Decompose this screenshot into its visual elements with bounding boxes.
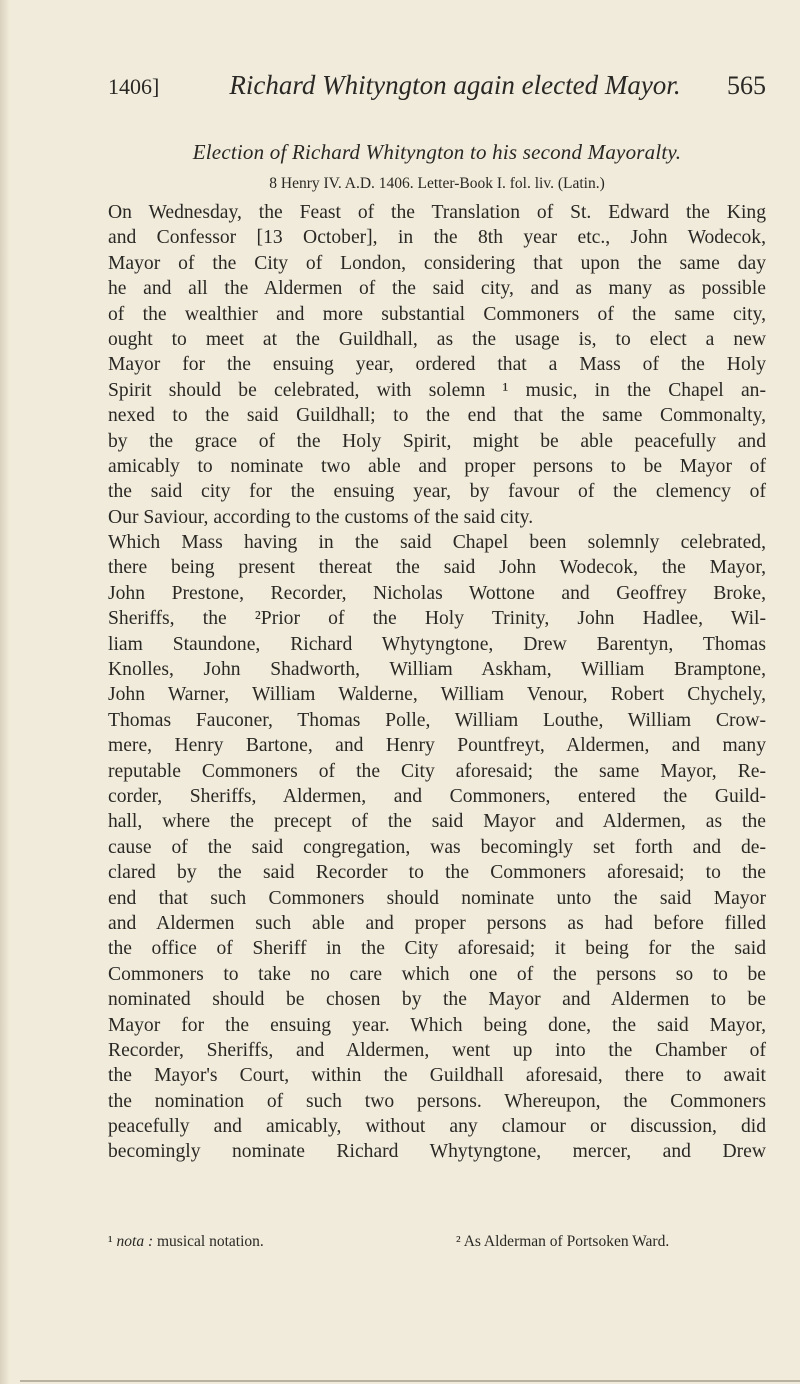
body-line: he and all the Aldermen of the said city, and as many as possible [108, 278, 766, 300]
body-line: On Wednesday, the Feast of the Translation of St. Edward the King [108, 202, 766, 223]
body-line: Recorder, Sheriffs, and Aldermen, went up into the Chamber of [108, 1039, 766, 1061]
footnote-2-text: As Alderman of Portsoken Ward. [463, 1233, 670, 1250]
body-line: the said city for the ensuing year, by favour of the clemency of [108, 481, 766, 503]
running-head-year: 1406] [108, 74, 160, 99]
footnote-1-term: nota : [116, 1233, 154, 1250]
gutter-shadow [0, 0, 10, 1384]
body-line: Sheriffs, the ²Prior of the Holy Trinity, John Hadlee, Wil- [108, 608, 766, 630]
body-line: the Mayor's Court, within the Guildhall aforesaid, there to await [108, 1065, 766, 1087]
body-line: ought to meet at the Guildhall, as the usage is, to elect a new [108, 328, 766, 350]
footnote-2-mark: ² [456, 1233, 461, 1250]
body-line: mere, Henry Bartone, and Henry Pountfreyt, Aldermen, and many [108, 735, 766, 757]
running-head-title: Richard Whityngton again elected Mayor. [229, 70, 681, 100]
body-line: cause of the said congregation, was becomingly set forth and de- [108, 836, 766, 858]
footnotes [108, 1233, 766, 1255]
body-line: Knolles, John Shadworth, William Askham, William Bramptone, [108, 659, 766, 681]
body-line: the office of Sheriff in the City aforesaid; it being for the said [108, 938, 766, 960]
body-line: amicably to nominate two able and proper persons to be Mayor of [108, 455, 766, 477]
body-line: Thomas Fauconer, Thomas Polle, William Louthe, William Crow- [108, 709, 766, 731]
body-line: the nomination of such two persons. Whereupon, the Commoners [108, 1090, 766, 1112]
footnote-1 [108, 1233, 264, 1251]
running-head [108, 66, 766, 106]
source-citation: 8 Henry IV. A.D. 1406. Letter-Book I. fol. liv. (Latin.) [269, 175, 605, 192]
body-line: John Warner, William Walderne, William Venour, Robert Chychely, [108, 684, 766, 706]
body-line: Our Saviour, according to the customs of the said city. [108, 506, 534, 528]
body-line: hall, where the precept of the said Mayor and Aldermen, as the [108, 811, 766, 833]
body-line: and Aldermen such able and proper persons as had before filled [108, 912, 766, 934]
footnote-1-mark: ¹ [108, 1233, 113, 1250]
body-line: corder, Sheriffs, Aldermen, and Commoners, entered the Guild- [108, 785, 766, 807]
footnote-1-text: musical notation. [157, 1233, 264, 1250]
body-line: of the wealthier and more substantial Commoners of the same city, [108, 303, 766, 325]
body-line: by the grace of the Holy Spirit, might be able peacefully and [108, 430, 766, 452]
body-line: Commoners to take no care which one of the persons so to be [108, 963, 766, 985]
body-line: Mayor for the ensuing year, ordered that a Mass of the Holy [108, 354, 766, 376]
body-line: end that such Commoners should nominate unto the said Mayor [108, 887, 766, 909]
body-line: John Prestone, Recorder, Nicholas Wottone and Geoffrey Broke, [108, 582, 766, 604]
body-line: and Confessor [13 October], in the 8th year etc., John Wodecok, [108, 227, 766, 249]
body-line: there being present thereat the said John Wodecok, the Mayor, [108, 557, 766, 579]
bottom-rule [20, 1380, 800, 1382]
body-line: becomingly nominate Richard Whytyngtone, mercer, and Drew [108, 1141, 766, 1163]
body-line: reputable Commoners of the City aforesaid; the same Mayor, Re- [108, 760, 766, 782]
body-line: Which Mass having in the said Chapel been solemnly celebrated, [108, 532, 766, 554]
body-line: Mayor for the ensuing year. Which being done, the said Mayor, [108, 1014, 766, 1036]
body-line: nominated should be chosen by the Mayor and Aldermen to be [108, 989, 766, 1011]
body-line: peacefully and amicably, without any clamour or discussion, did [108, 1116, 766, 1138]
body-line: liam Staundone, Richard Whytyngtone, Drew Barentyn, Thomas [108, 633, 766, 655]
body-line: clared by the said Recorder to the Commoners aforesaid; to the [108, 862, 766, 884]
body-text [108, 200, 766, 1165]
body-line: Spirit should be celebrated, with solemn ¹ music, in the Chapel an- [108, 379, 766, 401]
footnote-2 [456, 1233, 669, 1251]
page-number: 565 [727, 71, 766, 100]
section-heading: Election of Richard Whityngton to his second Mayoralty. [192, 140, 682, 164]
body-line: Mayor of the City of London, considering that upon the same day [108, 252, 766, 274]
body-line: nexed to the said Guildhall; to the end that the same Commonalty, [108, 405, 766, 427]
